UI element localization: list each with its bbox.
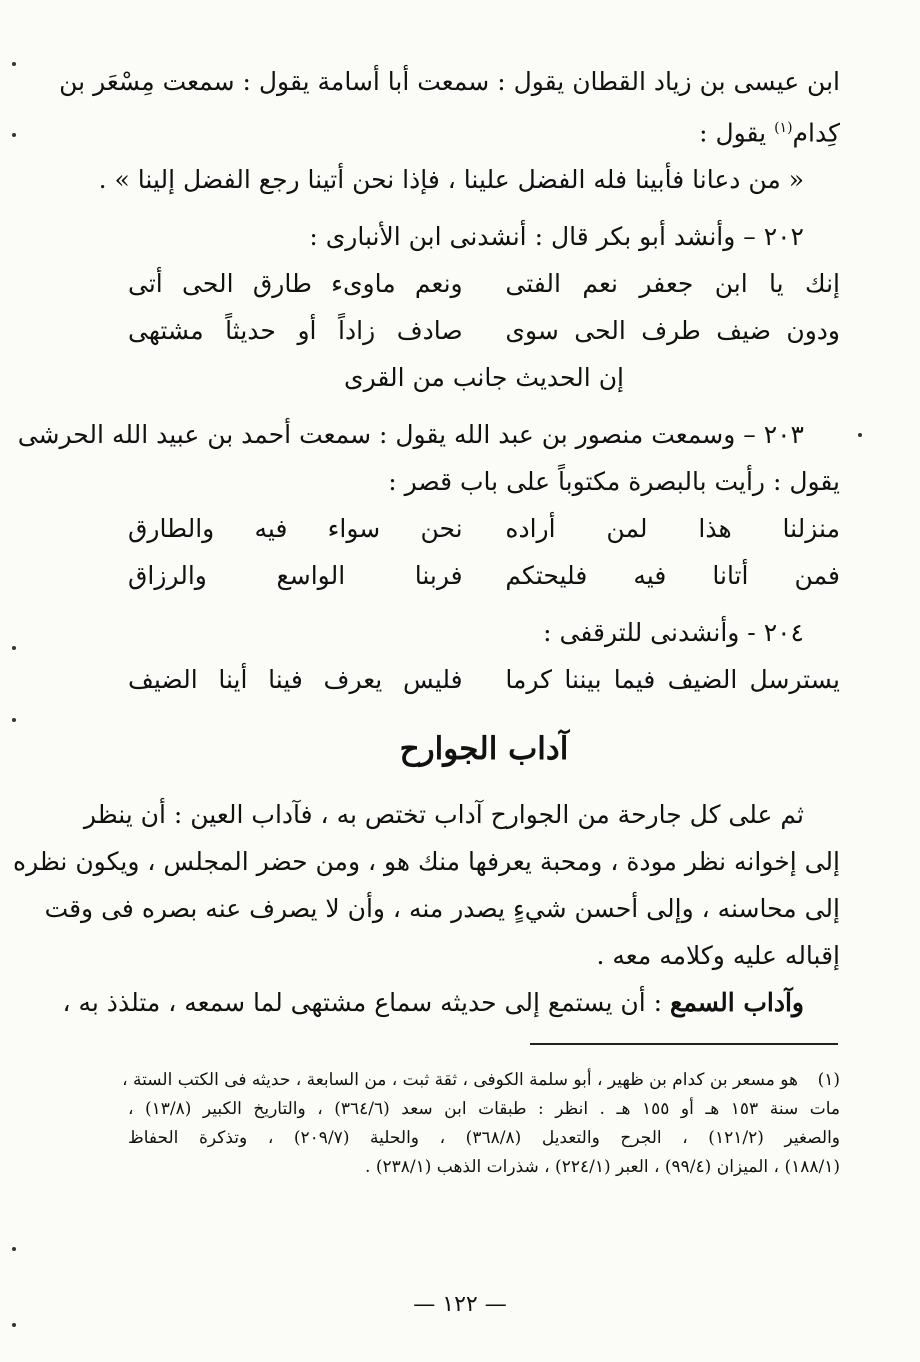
text-fragment: كِدام bbox=[792, 118, 840, 148]
footnote-line: (١٨٨/١) ، الميزان (٩٩/٤) ، العبر (٢٢٤/١) ، شذرات الذهب (٢٣٨/١) . bbox=[365, 1157, 840, 1177]
verse-first-hemistich: منزلنا هذا لمن أراده bbox=[505, 514, 840, 544]
text-line: يقول : رأيت بالبصرة مكتوباً على باب قصر : bbox=[388, 467, 840, 497]
footnote-line bbox=[122, 1066, 840, 1095]
verse-row bbox=[128, 552, 840, 599]
verse-first-hemistich: ودون ضيف طرف الحى سوى bbox=[505, 316, 840, 346]
verse-second-hemistich: فليس يعرف فينا أينا الضيف bbox=[128, 665, 463, 695]
text-line bbox=[128, 105, 840, 156]
section-heading: آداب الجوارح bbox=[399, 731, 569, 768]
spacer bbox=[128, 599, 840, 609]
scan-speck bbox=[12, 133, 16, 137]
scan-speck bbox=[12, 1323, 16, 1327]
main-text bbox=[13, 58, 840, 1026]
verse-row bbox=[128, 260, 840, 307]
section-202-intro: ٢٠٢ – وأنشد أبو بكر قال : أنشدنى ابن الأنبارى : bbox=[309, 222, 804, 252]
verse-second-hemistich: ونعم ماوىء طارق الحى أتى bbox=[128, 269, 463, 299]
verse-first-hemistich: إنك يا ابن جعفر نعم الفتى bbox=[505, 269, 840, 299]
scan-speck bbox=[858, 433, 862, 437]
verse-single-line: إن الحديث جانب من القرى bbox=[344, 363, 624, 393]
verse-row bbox=[128, 307, 840, 354]
verse-first-hemistich: فمن أتانا فيه فليحتكم bbox=[505, 561, 840, 591]
scan-speck bbox=[12, 1247, 16, 1251]
verse-second-hemistich: فربنا الواسع والرزاق bbox=[128, 561, 463, 591]
footnote-text: هو مسعر بن كدام بن ظهير ، أبو سلمة الكوفى ، ثقة ثبت ، من السابعة ، حديثه فى الكتب الستة ، bbox=[122, 1070, 798, 1090]
bold-term: وآداب السمع bbox=[670, 988, 804, 1018]
text-fragment: : أن يستمع إلى حديثه سماع مشتهى لما سمعه ، متلذذ به ، bbox=[62, 988, 671, 1018]
text-line: ابن عيسى بن زياد القطان يقول : سمعت أبا أسامة يقول : سمعت مِسْعَر بن bbox=[59, 67, 840, 96]
footnotes bbox=[122, 1066, 841, 1182]
footnote-separator bbox=[530, 1043, 838, 1045]
verse-second-hemistich: نحن سواء فيه والطارق bbox=[128, 514, 463, 544]
paragraph-line bbox=[62, 979, 840, 1026]
verse-row bbox=[128, 505, 840, 552]
scan-speck bbox=[12, 646, 16, 650]
paragraph-line: ثم على كل جارحة من الجوارح آداب تختص به ، فآداب العين : أن ينظر bbox=[83, 800, 804, 830]
text-fragment: يقول : bbox=[699, 118, 775, 148]
paragraph-line: إلى محاسنه ، وإلى أحسن شيءٍ يصدر منه ، وأن لا يصرف عنه بصره فى وقت bbox=[44, 894, 840, 924]
verse-second-hemistich: صادف زاداً أو حديثاً مشتهى bbox=[128, 316, 463, 346]
spacer bbox=[128, 203, 840, 213]
spacer bbox=[128, 401, 840, 411]
footnote-number: (١) bbox=[817, 1070, 840, 1090]
scan-speck bbox=[12, 718, 16, 722]
footnote-line: مات سنة ١٥٣ هـ أو ١٥٥ هـ . انظر : طبقات ابن سعد (٣٦٤/٦) ، والتاريخ الكبير (١٣/٨) ، bbox=[128, 1099, 841, 1119]
paragraph-line: إلى إخوانه نظر مودة ، ومحبة يعرفها منك هو ، ومن حضر المجلس ، ويكون نظره bbox=[13, 847, 840, 877]
quote-line: « من دعانا فأبينا فله الفضل علينا ، فإذا نحن أتينا رجع الفضل إلينا » . bbox=[98, 165, 804, 195]
scan-speck bbox=[12, 62, 16, 66]
paragraph-line: إقباله عليه وكلامه معه . bbox=[596, 941, 840, 971]
verse-row bbox=[128, 656, 840, 703]
footnote-line: والصغير (١٢١/٢) ، الجرح والتعديل (٣٦٨/٨) ، والحلية (٢٠٩/٧) ، وتذكرة الحفاظ bbox=[128, 1128, 841, 1148]
section-203-intro: ٢٠٣ – وسمعت منصور بن عبد الله يقول : سمعت أحمد بن عبيد الله الحرشى bbox=[17, 420, 804, 450]
verse-first-hemistich: يسترسل الضيف فيما بيننا كرما bbox=[505, 665, 840, 695]
footnote-reference[interactable]: (١) bbox=[774, 120, 793, 136]
section-204-intro: ٢٠٤ - وأنشدنى للترقفى : bbox=[543, 618, 804, 648]
page-number: — ١٢٢ — bbox=[413, 1292, 507, 1317]
